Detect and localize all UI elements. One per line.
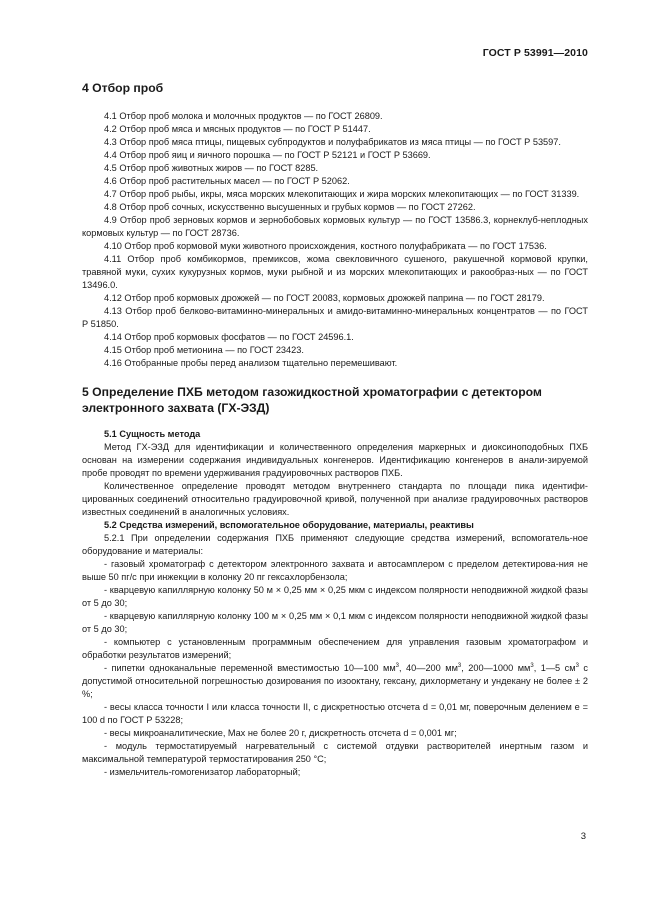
pipettes-text-4: , 1—5 см bbox=[533, 663, 576, 673]
equipment-scales-class: - весы класса точности I или класса точности II, с дискретностью отсчета d = 0,01 мг, поверочным делением e = 100 d по ГОСТ Р 53228; bbox=[82, 702, 588, 725]
equipment-thermostat-module: - модуль термостатируемый нагревательный с системой отдувки растворителей инертным газом и максимальной температурой термостатирования 250 °С; bbox=[82, 741, 588, 764]
section-5-title: 5 Определение ПХБ методом газожидкостной хроматографии с детектором электронного захвата (ГХ-ЭЗД) bbox=[82, 385, 542, 415]
method-principle-paragraph: Метод ГХ-ЭЗД для идентификации и количественного определения маркерных и диоксиноподобных ПХБ основан на измерении содержания индивидуальных конгенеров. Идентификацию конгенеров в анали-зируемой пробе проводят по времени удерживания градуировочных растворов ПХБ. bbox=[82, 442, 588, 478]
item-4-14: 4.14 Отбор проб кормовых фосфатов — по ГОСТ 24596.1. bbox=[104, 332, 354, 342]
item-4-15: 4.15 Отбор проб метионина — по ГОСТ 23423. bbox=[104, 345, 304, 355]
item-4-2: 4.2 Отбор проб мяса и мясных продуктов — по ГОСТ Р 51447. bbox=[104, 124, 371, 134]
page-number: 3 bbox=[580, 831, 586, 842]
subsection-5-2-title: 5.2 Средства измерений, вспомогательное оборудование, материалы, реактивы bbox=[104, 520, 474, 530]
item-4-11: 4.11 Отбор проб комбикормов, премиксов, жома свекловичного сушеного, ракушечной кормовой крупки, травяной муки, сухих кукурузных кормов, муки рыбной и из морских млекопитающих и ракообраз-ных — по ГОСТ 13496.0. bbox=[82, 254, 588, 290]
item-4-5: 4.5 Отбор проб животных жиров — по ГОСТ 8285. bbox=[104, 163, 319, 173]
pipettes-sup-4: 3 bbox=[575, 662, 579, 669]
pipettes-text-5: с допустимой относительной погрешностью дозирования по изооктану, гексану, дихлорметану и ундекану не более ± 2 %; bbox=[82, 663, 588, 699]
item-4-13: 4.13 Отбор проб белково-витаминно-минеральных и амидо-витаминно-минеральных концентратов — по ГОСТ Р 51850. bbox=[82, 306, 588, 329]
pipettes-sup-3: 3 bbox=[530, 662, 534, 669]
pipettes-sup-1: 3 bbox=[395, 662, 399, 669]
section-4-title: 4 Отбор проб bbox=[82, 81, 164, 95]
page-content bbox=[82, 80, 588, 779]
item-4-6: 4.6 Отбор проб растительных масел — по ГОСТ Р 52062. bbox=[104, 176, 350, 186]
equipment-intro: 5.2.1 При определении содержания ПХБ применяют следующие средства измерений, вспомогатель-ное оборудование и материалы: bbox=[82, 533, 588, 556]
item-4-12: 4.12 Отбор проб кормовых дрожжей — по ГОСТ 20083, кормовых дрожжей паприна — по ГОСТ 28179. bbox=[104, 293, 545, 303]
pipettes-text-3: , 200—1000 мм bbox=[461, 663, 531, 673]
equipment-pipettes bbox=[82, 662, 588, 701]
item-4-10: 4.10 Отбор проб кормовой муки животного происхождения, костного полуфабриката — по ГОСТ 17536. bbox=[104, 241, 547, 251]
pipettes-sup-2: 3 bbox=[457, 662, 462, 669]
equipment-column-50m: - кварцевую капиллярную колонку 50 м × 0,25 мм × 0,25 мкм с индексом полярности неподвижной жидкой фазы от 5 до 30; bbox=[82, 585, 588, 608]
pipettes-text-2: , 40—200 мм bbox=[399, 663, 458, 673]
standard-code-header: ГОСТ Р 53991—2010 bbox=[482, 47, 588, 59]
equipment-chromatograph: - газовый хроматограф с детектором электронного захвата и автосамплером с пределом детектирова-ния не выше 50 пг/с при инжекции в колонку 20 пг гексахлорбензола; bbox=[82, 559, 588, 582]
item-4-16: 4.16 Отобранные пробы перед анализом тщательно перемешивают. bbox=[104, 358, 398, 368]
item-4-8: 4.8 Отбор проб сочных, искусственно высушенных и грубых кормов — по ГОСТ 27262. bbox=[104, 202, 476, 212]
equipment-column-100m: - кварцевую капиллярную колонку 100 м × 0,25 мм × 0,1 мкм с индексом полярности неподвижной жидкой фазы от 5 до 30; bbox=[82, 611, 588, 634]
item-4-1: 4.1 Отбор проб молока и молочных продуктов — по ГОСТ 26809. bbox=[104, 111, 383, 121]
equipment-microscales: - весы микроаналитические, Max не более 20 г, дискретность отсчета d = 0,001 мг; bbox=[104, 728, 457, 738]
pipettes-text-1: - пипетки одноканальные переменной вместимостью 10—100 мм bbox=[104, 663, 396, 673]
item-4-9: 4.9 Отбор проб зерновых кормов и зернобобовых кормовых культур — по ГОСТ 13586.3, корнеклуб-неплодных кормовых культур — по ГОСТ 28736. bbox=[82, 215, 588, 238]
item-4-4: 4.4 Отбор проб яиц и яичного порошка — по ГОСТ Р 52121 и ГОСТ Р 53669. bbox=[104, 150, 431, 160]
item-4-7: 4.7 Отбор проб рыбы, икры, мяса морских млекопитающих и жира морских млекопитающих — по ГОСТ 31339. bbox=[104, 189, 580, 199]
quantification-paragraph: Количественное определение проводят методом внутреннего стандарта по площади пика идентифи-цированных соединений относительно градуировочной кривой, полученной при анализе градуировочных растворов известных соединений в аналогичных условиях. bbox=[82, 481, 588, 517]
item-4-3: 4.3 Отбор проб мяса птицы, пищевых субпродуктов и полуфабрикатов из мяса птицы — по ГОСТ Р 53597. bbox=[104, 137, 561, 147]
equipment-computer: - компьютер с установленным программным обеспечением для управления газовым хроматографом и обработки результатов измерений; bbox=[82, 637, 588, 660]
subsection-5-1-title: 5.1 Сущность метода bbox=[104, 429, 201, 439]
equipment-homogenizer: - измельчитель-гомогенизатор лабораторный; bbox=[104, 767, 301, 777]
